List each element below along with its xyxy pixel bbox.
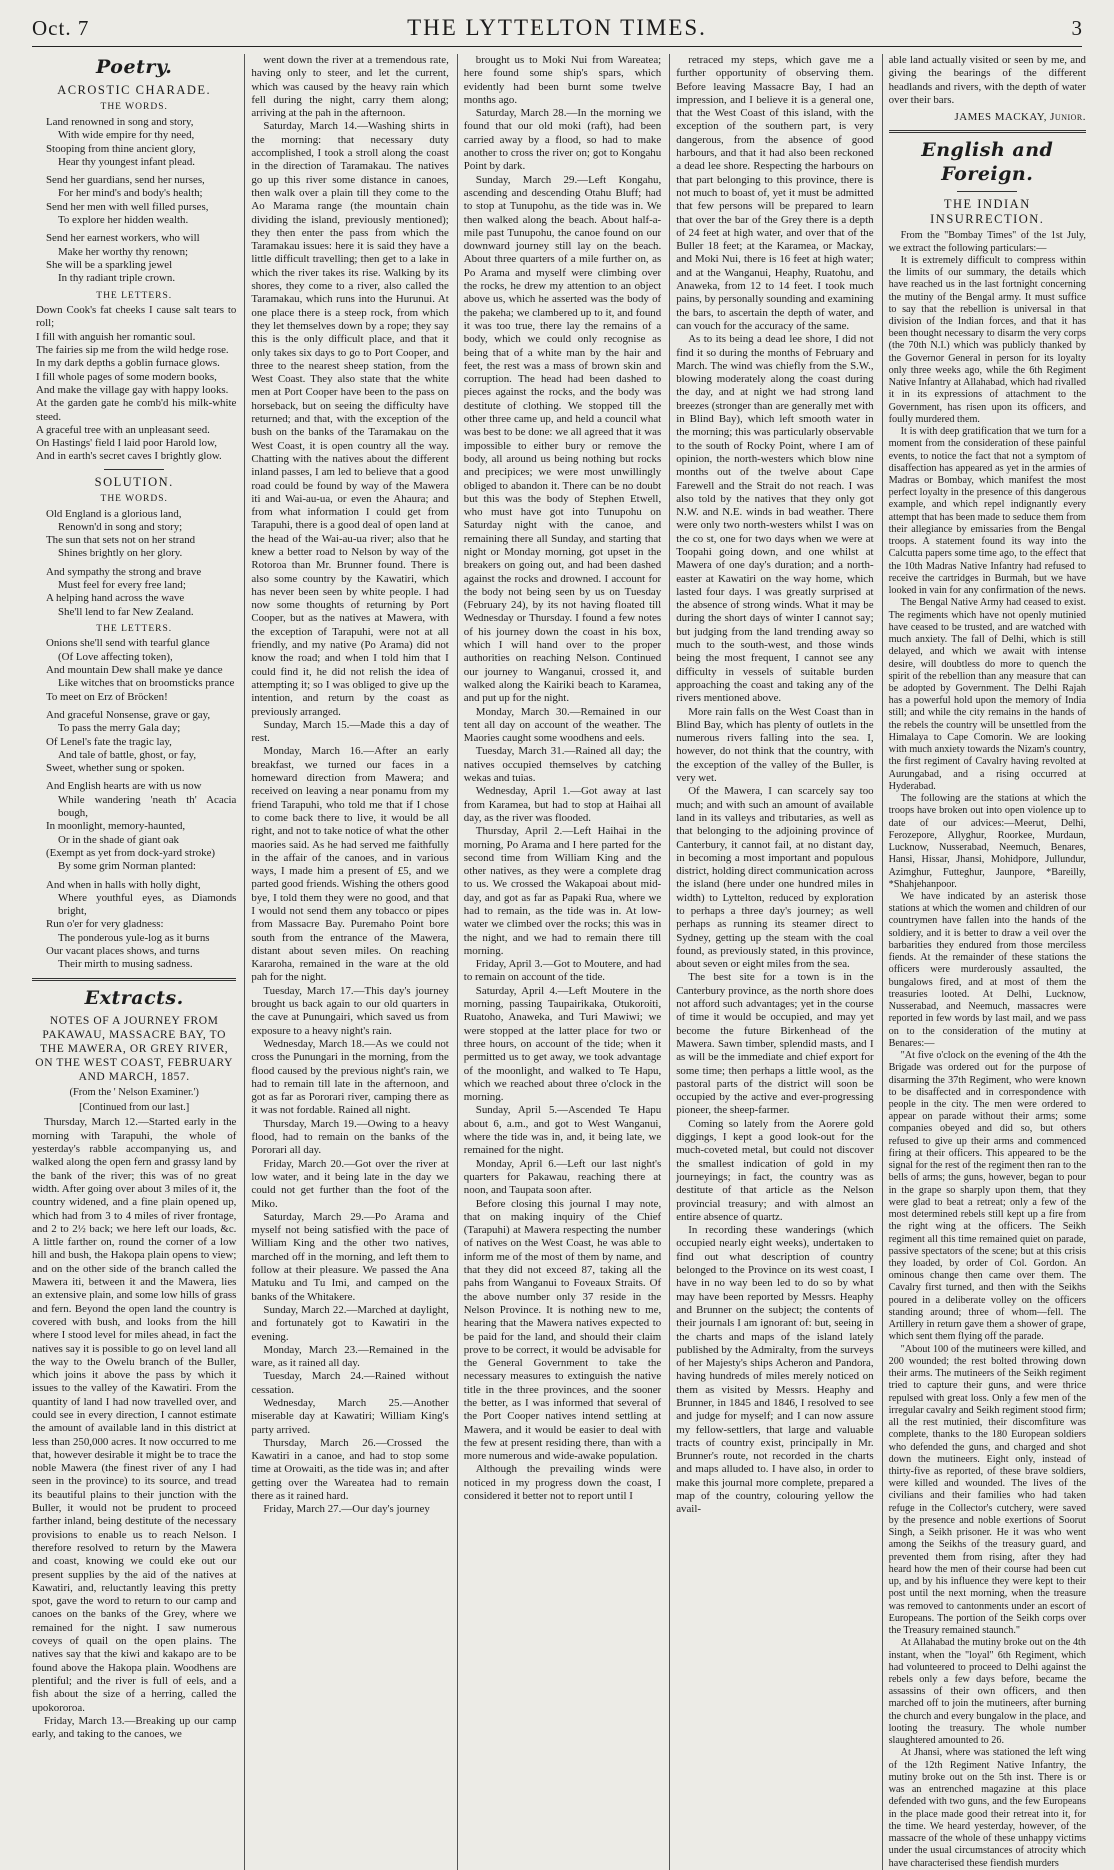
page-number: 3 xyxy=(1071,16,1082,40)
paragraph: Tuesday, March 17.—This day's journey brought us back again to our old quarters in the cave at Punungairi, which saved us from exposure to a heavy night's rain. xyxy=(251,984,449,1037)
masthead xyxy=(32,12,1082,47)
verse-line: And when in halls with holly dight, xyxy=(46,878,201,891)
verse-line: She will be a sparkling jewel xyxy=(46,258,173,271)
verse-line: Onions she'll send with tearful glance xyxy=(46,637,210,650)
verse-line: Make her worthy thy renown; xyxy=(58,245,189,258)
verse-line: A helping hand across the wave xyxy=(46,592,185,605)
stanza xyxy=(36,709,236,775)
paragraph: Monday, March 30.—Remained in our tent all day on account of the weather. The Maories caught some woodhens and eels. xyxy=(463,705,662,745)
stanza xyxy=(36,232,236,285)
verse-line: On Hastings' field I laid poor Harold low, xyxy=(36,437,217,450)
verse-line: Land renowned in song and story, xyxy=(46,116,194,128)
verse-line: A graceful tree with an unpleasant seed. xyxy=(36,423,210,436)
verse-line: At the garden gate he comb'd his milk-white steed. xyxy=(36,397,237,423)
verse-line: While wandering 'neath th' Acacia bough, xyxy=(58,793,237,820)
verse-line: By some grim Norman planted: xyxy=(58,860,196,873)
extracts-heading: Extracts. xyxy=(84,986,184,1009)
verse-line: Where youthful eyes, as Diamonds bright, xyxy=(58,891,237,918)
verse-line: To explore her hidden wealth. xyxy=(58,214,189,227)
verse-line: (Of Love affecting token), xyxy=(58,650,173,663)
section-rule xyxy=(32,978,236,981)
article-columns xyxy=(32,54,1086,1869)
paragraph: Although the prevailing winds were noticed in my progress down the coast, I considered it better not to report until I xyxy=(463,1463,662,1503)
verse-line: Run o'er for very gladness: xyxy=(46,918,164,931)
paragraph: Thursday, March 26.—Crossed the Kawatiri in a canoe, and had to stop some time at Orowaiti, as the tide was in; and after getting over the Wareatea had to remain there as it rained hard. xyxy=(251,1436,449,1503)
journal-col4 xyxy=(676,54,873,1517)
paragraph: We have indicated by an asterisk those stations at which the women and children of our countrymen have fallen into the hands of the soldiery, and it is better to draw a veil over the barbarities they endured from those merciless fiends. At the remainder of these stations the officers were murderously assaulted, the bungalows fired, and at most of them the treasuries looted. At Delhi, Lucknow, Nusserabad, and Neemuch, massacres were reported in few words by last mail, and we pass on to the consideration of the mutiny at Benares:— xyxy=(888,890,1086,1049)
column-4 xyxy=(669,54,873,1870)
paragraph: At Jhansi, where was stationed the left wing of the 12th Regiment Native Infantry, the mutiny broke out on the 5th inst. There is or was an entrenched magazine at this place defended with two guns, and the few Europeans in the place made good their retreat into it, for the time. We heard yesterday, however, of the massacre of the whole of these unhappy victims under the usual circumstances of atrocity which have characterised these fiendish murders xyxy=(888,1747,1086,1869)
poem-letters xyxy=(36,304,236,464)
journal-ending: able land actually visited or seen by me, and giving the bearings of the different headlands and rivers, with the depth of water over their bars. xyxy=(888,54,1086,106)
column-1 xyxy=(32,54,236,1870)
verse-line: The sun that sets not on her strand xyxy=(46,534,196,547)
continued-note: [Continued from our last.] xyxy=(79,1101,190,1113)
paragraph: Wednesday, March 25.—Another miserable day at Kawatiri; William King's party arrived. xyxy=(251,1396,449,1436)
insurrection-title: THE INDIAN INSURRECTION. xyxy=(930,196,1045,227)
verse-line: For her mind's and body's health; xyxy=(58,187,203,200)
paragraph: In recording these wanderings (which occupied nearly eight weeks), undertaken to find out what description of country belonged to the Province on its west coast, I have in no way been led to do so by what may have been reported by Messrs. Heaphy and Brunner on the subject; the contents of their journals I am ignorant of: but, seeing in the charts and maps of the island lately published by the Admiralty, from the surveys of her Majesty's ships Acheron and Pandora, having hundreds of miles merely noticed on them as visited by Messrs. Heaphy and Brunner, in 1845 and 1846, I resolved to see and judge for myself; and I can now assure my fellow-settlers, that large and valuable tracts of country exist, principally in Mr. Brunner's route, not recorded in the charts and maps alluded to. I have also, in order to make this journal more complete, prepared a map of the country, colouring yellow the avail- xyxy=(676,1224,874,1516)
paragraph: Saturday, March 14.—Washing shirts in the morning: that necessary duty accomplished, I took a stroll along the coast in the direction of Taramakau. The natives go up this river some distance in canoes, then walk over a plain till they come to the Ao Marama range (the mountain chain dividing the island, previously mentioned); they then enter the pass from which the Taramakau issues: here it is said they have a little difficult travelling; then get to a lake in which the river takes its rise. Walking by its shores, they come to a river, also called the Taramakau, which runs into the Hurunui. At one place there is a steep rock, from which they let themselves down by a rope; they say this is the only difficult place, and that it only takes six days to go to Port Cooper, and three to the nearest sheep station, from the West Coast. They also state that the white men at Port Cooper have been to the pass on horseback, but on seeing the difficulty have returned; and that, with the exception of the bush on the banks of the Taramakau on the West Coast, it is open country all the way. Chatting with the natives about the different inland passes, I am led to believe that a good road could be found by way of the Mawera iti and Wai-au-ua, or even the Ahaura; and from what information I could get from Tarapuhi, there is a good deal of open land at the head of the Wai-au-ua river; also that he knew a better road to Nelson by way of the Rotoroa than Mr. Brunner found. There is also some country by the Kawatiri, which has never been seen by white people. I had now some thoughts of returning by Port Cooper, but as the natives at Mawera, with the exception of Tarapuhi, were not at all friendly, and my native (Po Arama) did not know the road; and when I told him that I could find it, he did not relish the idea of attempting it; so I was obliged to give up the intention, and return by the coast as previously arranged. xyxy=(251,120,449,718)
column-2 xyxy=(244,54,448,1870)
paragraph: went down the river at a tremendous rate, having only to steer, and let the current, which was caused by the heavy rain which fell during the night, carry them along; arriving at the pah in the afternoon. xyxy=(251,54,449,120)
paragraph: "About 100 of the mutineers were killed, and 200 wounded; the rest bolted throwing down their arms. The mutineers of the Seikh regiment tried to capture their guns, and were thrice repulsed with great loss. Only a few men of the irregular cavalry and Seikh regiment stood firm; all the rest mutinied, their discomfiture was complete, thanks to the 180 European soldiers who defended the guns, and charged and shot down the mutineers. Eight only, instead of thirty-five as reported, of these brave soldiers, were killed and wounded. The lives of the civilians and their families who had taken refuge in the Collector's cutchery, were saved by the presence and noble exertions of Soorut Singh, a Seikh prisoner. He it was who went among the Seikhs of the treasury guard, and prevented them from rising, after they had heard how the men of their course had been cut up, and by his influence they were kept to their post until the next morning, when the treasure was removed to cantonments under an escort of Europeans. The portion of the Seikh corps over the Treasury remained staunch." xyxy=(888,1343,1086,1637)
paragraph: Tuesday, March 31.—Rained all day; the natives occupied themselves by catching wekas and tuias. xyxy=(463,745,662,785)
letters-label: THE LETTERS. xyxy=(96,290,173,301)
paragraph: Saturday, April 4.—Left Moutere in the morning, passing Taupairikaka, Otukoroiti, Ruatoho, Anaweka, and Turi Mawiwi; we were stopped at the latter place for two or three hours, on account of the tide; when it permitted us to get away, we took advantage of the moonlight, and walked to Te Hapu, which we reached about three o'clock in the morning. xyxy=(463,984,662,1104)
paragraph: brought us to Moki Nui from Wareatea; here found some ship's spars, which evidently had been burnt some twelve months ago. xyxy=(463,54,662,106)
poem-words xyxy=(36,116,236,286)
verse-line: (Exempt as yet from dock-yard stroke) xyxy=(46,846,216,859)
stanza xyxy=(36,879,236,972)
paragraph: Friday, March 13.—Breaking up our camp early, and taking to the canoes, we xyxy=(32,1714,237,1741)
paragraph: Sunday, March 22.—Marched at daylight, and fortunately got to Kawatiri in the evening. xyxy=(251,1303,449,1343)
paragraph: "At five o'clock on the evening of the 4th the Brigade was ordered out for the purpose of disarming the 37th Regiment, who were known to be disaffected and in correspondence with people in the city. The men were ordered to appear on parade without their arms; some companies obeyed and did so, but others refused to give up their arms and commenced firing at their officers. This appeared to be the signal for the rest of the regiment then ran to the bells of arms; the guns, however, began to pour in the grape so sharply upon them, that they were glad to beat a retreat; only a few of the most determined rebels still kept up a fire from the right wing at the officers. The Seikh regiment all this time remained quiet on parade, passive spectators of the scene; but at this crisis they loaded, by order of Col. Gordon. An ominous change then came over them. The Cavalry first turned, and then with the Seikhs poured in a deliberate volley on the officers standing around; three of whom—fell. The Artillery in return gave them a shower of grape, which sent them flying off the parade. xyxy=(888,1050,1086,1343)
paragraph: Monday, April 6.—Left our last night's quarters for Pakawau, reaching there at noon, and Taupata soon after. xyxy=(463,1157,662,1197)
paragraph: Saturday, March 29.—Po Arama and myself not being satisfied with the pace of William King and the other two natives, marched off in the morning, and left them to follow at their pleasure. We passed the Ana Matuku and Tu Imi, and camped on the banks of the Whitakere. xyxy=(251,1210,449,1303)
verse-line: In thy radiant triple crown. xyxy=(58,272,176,285)
verse-line: Or in the shade of giant oak xyxy=(58,833,179,846)
author-signature: JAMES MACKAY, Junior. xyxy=(954,111,1086,124)
verse-line: Stooping from thine ancient glory, xyxy=(46,142,196,155)
verse-line: In moonlight, memory-haunted, xyxy=(46,820,186,833)
verse-line: Down Cook's fat cheeks I cause salt tears to roll; xyxy=(36,304,237,330)
paragraph: At Allahabad the mutiny broke out on the 4th instant, when the "loyal" 6th Regiment, which had volunteered to proceed to Delhi against the rebels only a few days before, became the assassins of their own officers, and then marched off to join the mutineers, after burning the church and every bungalow in the place, and looting the treasury. The whole number slaughtered amounted to 26. xyxy=(888,1637,1086,1747)
stanza xyxy=(36,508,236,561)
verse-line: I fill with anguish her romantic soul. xyxy=(36,330,196,343)
verse-line: With wide empire for thy need, xyxy=(58,129,195,142)
foreign-heading: English and Foreign. xyxy=(921,139,1054,185)
verse-line: The fairies sip me from the wild hedge rose. xyxy=(36,344,229,357)
verse-line: To pass the merry Gala day; xyxy=(58,722,181,735)
paragraph: Friday, March 27.—Our day's journey xyxy=(263,1503,430,1516)
verse-line: Their mirth to musing sadness. xyxy=(58,958,193,971)
verse-line: And mountain Dew shall make ye dance xyxy=(46,664,223,677)
paragraph: Sunday, March 15.—Made this a day of rest. xyxy=(251,718,449,745)
paragraph: Coming so lately from the Aorere gold diggings, I kept a good look-out for the much-coveted metal, but could not discover the smallest indication of gold in my journeyings; in fact, the country was as destitute of that article as the Nelson provincial treasury; and with almost an entire absence of quartz. xyxy=(676,1117,874,1223)
newspaper-title: THE LYTTELTON TIMES. xyxy=(407,15,707,40)
solution-title: SOLUTION. xyxy=(94,474,174,489)
paragraph: Thursday, March 19.—Owing to a heavy flood, had to remain on the banks of the Pororari all day. xyxy=(251,1117,449,1157)
verse-line: And sympathy the strong and brave xyxy=(46,565,202,578)
paragraph: The best site for a town is in the Canterbury province, as the north shore does not afford such advantages; yet in the course of time it would be occupied, and may yet become the future Birkenhead of the Mawera. Sawn timber, splendid masts, and I as will be the immediate and chief export for some time; then perhaps a little wool, as the pastoral parts of the district will soon be occupied by the active and ever-progressing pioneer, the sheep-farmer. xyxy=(676,971,874,1117)
verse-line: And graceful Nonsense, grave or gay, xyxy=(46,708,211,721)
insurrection-body xyxy=(889,230,1086,1869)
poem-title: ACROSTIC CHARADE. xyxy=(57,83,212,98)
solution-letters-label: THE LETTERS. xyxy=(96,623,173,634)
paragraph: retraced my steps, which gave me a further opportunity of observing them. Before leaving Massacre Bay, I had an impression, and I believe it is a general one, that the West Coast of this island, with the exception of the southern part, is very dangerous, from the absence of good harbours, and that it had also been reckoned a dead lee shore. Respecting the harbours on that part belonging to this province, there is not much to boast of, yet it must be admitted that few persons will be prepared to learn that over the bar of the Grey there is a depth of 24 feet at high water, and over that of the Buller 18 feet; at the Karamea, or Mackay, and Moki Nui, there is 16 feet at high water; and at the Wanganui, Heaphy, Ruatohu, and Anaweka, from 12 to 14 feet. I took much pains, by personally sounding and examining the bars, to ascertain the depth of water, and can vouch for the accuracy of the same. xyxy=(676,54,874,332)
verse-line: And English hearts are with us now xyxy=(46,780,202,793)
verse-line: Old England is a glorious land, xyxy=(46,507,182,520)
solution-words xyxy=(36,508,236,619)
journal-col1 xyxy=(32,1116,236,1741)
verse-line: Renown'd in song and story; xyxy=(58,520,183,533)
section-rule xyxy=(889,130,1086,133)
paragraph: Tuesday, March 24.—Rained without cessation. xyxy=(251,1370,449,1396)
divider xyxy=(104,469,164,470)
poetry-heading: Poetry. xyxy=(96,56,173,78)
paragraph: Of the Mawera, I can scarcely say too much; and with such an amount of available land in its valleys and tributaries, as well as that belonging to the adjoining province of Canterbury, it cannot fail, at no distant day, in becoming a most important and populous district, holding direct communication across the island (here under one hundred miles in width) to Lyttelton, reduced by exploration to perhaps a three day's journey; as well perhaps as running its steamer direct to Sydney, getting up the steam with the coal found, as previously stated, in this province, about seven or eight miles from the sea. xyxy=(676,785,874,971)
paragraph: Saturday, March 28.—In the morning we found that our old moki (raft), had been carried away by a flood, so had to make another to cross the river on; got to Kongahu Point by dark. xyxy=(463,107,662,173)
paragraph: Before closing this journal I may note, that on making inquiry of the Chief (Tarapuhi) at Mawera respecting the number of natives on the West Coast, he was able to inform me of the most of them by name, and that they did not exceed 87, taking all the pahs from Wanganui to Foveaux Straits. Of the above number only 37 reside in the Nelson Province. It is nothing new to me, hearing that the Mawera natives expected to be paid for the land, and should their claim prove to be correct, it would be advisable for the General Government to take the necessary measures to extinguish the native title in the three provinces, and the sooner the better, as I was informed that several of the Port Cooper natives intend settling at Mawera, and it would be easier to deal with the few at present residing there, than with a more numerous and wide-awake population. xyxy=(463,1197,662,1463)
paragraph: Monday, March 16.—After an early breakfast, we turned our faces in a homeward direction from Mawera; and received on leaving a near ponamu from my friend Tarapuhi, who told me that if I chose to come back there to live, it would be all right, and not to take notice of what the other maories said. As he had served me faithfully in the affair of the canoes, and in various ways, I made him a present of £5, and we parted good friends. Wishing the others good bye, I told them they were no good, and that I would not send them any tobacco or pipes from Massacre Bay. Puremaho Point bore south from the entrance of the Mawera, distant about seven miles. On reaching Kararoha, remained in the ware at the old pah for the night. xyxy=(251,745,449,984)
verse-line: In my dark depths a goblin furnace glows. xyxy=(36,357,220,370)
verse-line: I fill whole pages of some modern books, xyxy=(36,370,217,383)
source-note: (From the ' Nelson Examiner.') xyxy=(69,1086,199,1098)
paragraph: The following are the stations at which the troops have broken out into open violence up to date of our advices:—Meerut, Delhi, Ferozepore, Allyghur, Roorkee, Murdaun, Lucknow, Nusserabad, Neemuch, Benares, Hansi, Hissar, Jhansi, Mohidpore, Jullundur, Azimghur, Futteghur, Jaunpore, *Bareilly, *Shahjehanpoor. xyxy=(888,793,1086,890)
paragraph: Monday, March 23.—Remained in the ware, as it rained all day. xyxy=(251,1343,449,1370)
stanza xyxy=(36,566,236,619)
verse-line: And make the village gay with happy looks. xyxy=(36,383,229,396)
paragraph: More rain falls on the West Coast than in Blind Bay, which has plenty of outlets in the numerous rivers falling into the sea. I, however, do not think that the country, with the exception of the valley of the Buller, is very wet. xyxy=(676,705,874,785)
verse-line: Of Lenel's fate the tragic lay, xyxy=(46,735,172,748)
paragraph: Friday, April 3.—Got to Moutere, and had to remain on account of the tide. xyxy=(463,958,662,984)
paragraph: Sunday, April 5.—Ascended Te Hapu about 6, a.m., and got to West Wanganui, where the tide was in, and, it being late, we remained for the night. xyxy=(463,1104,662,1157)
verse-line: Hear thy youngest infant plead. xyxy=(58,155,195,168)
verse-line: Send her guardians, send her nurses, xyxy=(46,174,205,187)
paragraph: It is extremely difficult to compress within the limits of our summary, the details which have reached us in the last fortnight concerning the mutiny of the Bengal army. It must suffice to say that the rebellion is universal in that division of the Indian forces, and that it has been thought necessary to disarm the very corps (the 70th N.I.) which was publicly thanked by the Governor General in person for its loyalty only three weeks ago, while the 6th Regiment Native Infantry at Allahabad, which had rivalled it in its expressions of attachment to the Government, has risen upon its officers, and foully murdered them. xyxy=(888,254,1086,425)
words-label: THE WORDS. xyxy=(100,102,168,113)
verse-line: And tale of battle, ghost, or fay, xyxy=(58,748,197,761)
divider xyxy=(957,191,1017,192)
stanza xyxy=(36,637,236,703)
verse-line: Like witches that on broomsticks prance xyxy=(58,677,235,690)
verse-line: And in earth's secret caves I brightly glow. xyxy=(36,450,222,463)
verse-line: Sweet, whether sung or spoken. xyxy=(46,762,185,775)
verse-line: Send her men with well filled purses, xyxy=(46,200,209,213)
paragraph: Sunday, March 29.—Left Kongahu, ascending and descending Otahu Bluff; had to stop at Tunupohu, as the tide was in. We then walked along the beach. About half-a-mile past Tunupohu, the canoe found on our downward journey still lay on the beach. About three quarters of a mile further on, as Po Arama and myself were climbing over the rocks, he drew my attention to an object above us, which he asserted was the body of the pakeha; we clambered up to it, and found it was too true, there lay the remains of a body, which we could only recognise as being that of a white man by the hair and feet, the rest was a mass of brown skin and corruption. The head had been dashed to pieces against the rocks, and the body was destitute of clothing. We stopped till the other three came up, and held a council what was best to be done: we all agreed that it was impossible to either bury or remove the body, all around us being nothing but rocks and precipices; we were most unwillingly obliged to abandon it. There can be no doubt but this was the body of Stephen Etwell, who must have got into Tunupohu on Saturday night with the canoe, and remaining there all Sunday, and starting that night or Monday morning, got upset in the breakers on going out, and had been dashed against the rocks and drowned. I account for the body not being seen by us on Tuesday (February 24), by its not having floated till Wednesday or Thursday. I found a few notes of his journey down the coast in his box, which I will hand over to the proper authorities on reaching Nelson. Continued our journey to Wanganui, crossed it, and walked along the Kairiki beach to Karamea, and put up for the night. xyxy=(463,173,662,705)
paragraph: Thursday, March 12.—Started early in the morning with Tarapuhi, the whole of yesterday's rabble accompanying us, and walked along the open fern and grassy land by the bank of the river; this was of no great width. After going over about 3 miles of it, the country widened, and a fine plain opened up, which had from 3 to 4 miles of river frontage, and 2 to 2½ back; we here left our loads, &c. A little farther on, round the corner of a low hill and bush, the Hakopa plain opens to view; and on the other side of the branch called the Mawera iti, between it and the Mawera, lies an extensive plain, and some low hills of grass and fern. Beyond the open land the country is covered with bush, and looks from the hill where I stood level for miles ahead, in fact the natives say it is possible to go on level land all the way to the Owelu branch of the Buller, which joins it above the pass by which it issues to the valley of the Kawatiri. From the quantity of land I had now travelled over, and could see in every direction, I cannot estimate the amount of available land in this district at less than 250,000 acres. It now occurred to me that, however desirable it might be to trace the noble Mawera (the finest river of any I had seen in the province) to its source, and tread its beautiful plains to their junction with the Buller, it would not be prudent to proceed farther inland, being destitute of the necessary provisions to enable us to reach Nelson. I therefore resolved to return by the Mawera and coast, knowing we could eke out our present supplies by the aid of the natives at Kawatiri, and, reluctantly leaving this pretty spot, gave the word to return to our camp and canoes on the banks of the Grey, where we remained for the night. I saw numerous coveys of quail on the open plains. The natives say that the kiwi and kakapo are to be found above the Hakopa plain. Woodhens are plentiful; and the river is full of eels, and a fish about the size of a herring, called the upokororoa. xyxy=(32,1116,237,1714)
issue-date: Oct. 7 xyxy=(32,16,90,40)
verse-line: The ponderous yule-log as it burns xyxy=(58,931,210,944)
verse-line: To meet on Erz of Bröcken! xyxy=(46,690,168,703)
paragraph: Wednesday, April 1.—Got away at last from Karamea, but had to stop at Haihai all day, as the river was flooded. xyxy=(463,785,662,824)
verse-line: Must feel for every free land; xyxy=(58,579,186,592)
paragraph: From the "Bombay Times" of the 1st July, we extract the following particulars:— xyxy=(888,230,1086,254)
verse-line: Send her earnest workers, who will xyxy=(46,232,200,245)
verse-line: She'll lend to far New Zealand. xyxy=(58,605,194,618)
stanza xyxy=(36,780,236,873)
journal-col2 xyxy=(251,54,448,1517)
journey-title: NOTES OF A JOURNEY FROM PAKAWAU, MASSACRE BAY, TO THE MAWERA, OR GREY RIVER, ON THE WEST COAST, FEBRUARY AND MARCH, 1857. xyxy=(35,1014,234,1083)
solution-letters xyxy=(36,637,236,971)
stanza xyxy=(36,116,236,169)
paragraph: Wednesday, March 18.—As we could not cross the Punungari in the morning, from the flood caused by the previous night's rain, we had to remain till late in the afternoon, and got as far as Pororari river, camping there as it was not fordable. Rained all night. xyxy=(251,1037,449,1117)
paragraph: Friday, March 20.—Got over the river at low water, and it being late in the day we could not get further than the foot of the Miko. xyxy=(251,1157,449,1210)
paragraph: Thursday, April 2.—Left Haihai in the morning, Po Arama and I here parted for the second time from William King and the other natives, as they were a complete drag to us. We crossed the Wakapoai about mid-day, and got as far as Papaki Rua, where we had to remain, as the tide was in. At low-water we climbed over the rocks; this was in the night, and we had to remain there till morning. xyxy=(463,825,662,957)
verse-line: Shines brightly on her glory. xyxy=(58,547,183,560)
verse-line: Our vacant places shows, and turns xyxy=(46,945,200,958)
paragraph: As to its being a dead lee shore, I did not find it so during the months of February and March. The wind was chiefly from the S.W., blowing moderately along the coast during the day, and at night we had strong land breezes (stronger than are generally met with in Blind Bay), which left smooth water in the morning; this was particularly observable to the south of Rocky Point, where I am of opinion, the north-westers which blow nine months out of the twelve about Cape Farewell and the Strait do not reach. I was also told by the natives that they only got N.W. and N.E. winds in bad weather. There were only two north-westers whilst I was on the co st, one for two days when we were at Toopahi going down, and one whilst at Mawera of one day's duration; and a north-easter at Kawatiri on the way home, which lasted four days. I was greatly surprised at the absence of strong winds. What it may be during the short days of winter I cannot say; but judging from the land trending away so much to the south-west, and those winds being the most frequent, I cannot see any difficulty in vessels of suitable burden approaching the coast and taking any of the rivers mentioned above. xyxy=(676,333,874,705)
paragraph: It is with deep gratification that we turn for a moment from the consideration of these painful events, to notice the fact that not a symptom of disaffection has appeared as yet in the armies of Madras or Bombay, which manifest the most perfect loyalty in the presence of this dangerous example, and which repel indignantly every attempt that has been made to seduce them from their allegiance by emissaries from the Bengal troops. A statement found its way into the Calcutta papers some time ago, to the effect that the 10th Madras Native Infantry had refused to receive the cartridges in Burmah, but we have looked in vain for any confirmation of the news. xyxy=(888,426,1086,597)
stanza xyxy=(36,174,236,227)
paragraph: The Bengal Native Army had ceased to exist. The regiments which have not openly mutinied have ceased to be trusted, and are watched with much anxiety. The fall of Delhi, which is still delayed, and which we await with intense desire, will doubtless do more to quench the spirit of the rebellion than any measure that can be adopted by Government. The Delhi Rajah has a powerful hold upon the memory of India still; and while the city remains in the hands of the rebels the country will be unsettled from the Himalaya to Cape Comorin. We are looking with much anxiety towards the Nizam's country, the first regiment of Cavalry having revolted at Aurungabad, and a rising occurred at Hyderabad. xyxy=(888,597,1086,792)
journal-col3 xyxy=(464,54,661,1503)
column-3 xyxy=(457,54,661,1870)
solution-words-label: THE WORDS. xyxy=(100,493,168,504)
column-5 xyxy=(882,54,1086,1870)
